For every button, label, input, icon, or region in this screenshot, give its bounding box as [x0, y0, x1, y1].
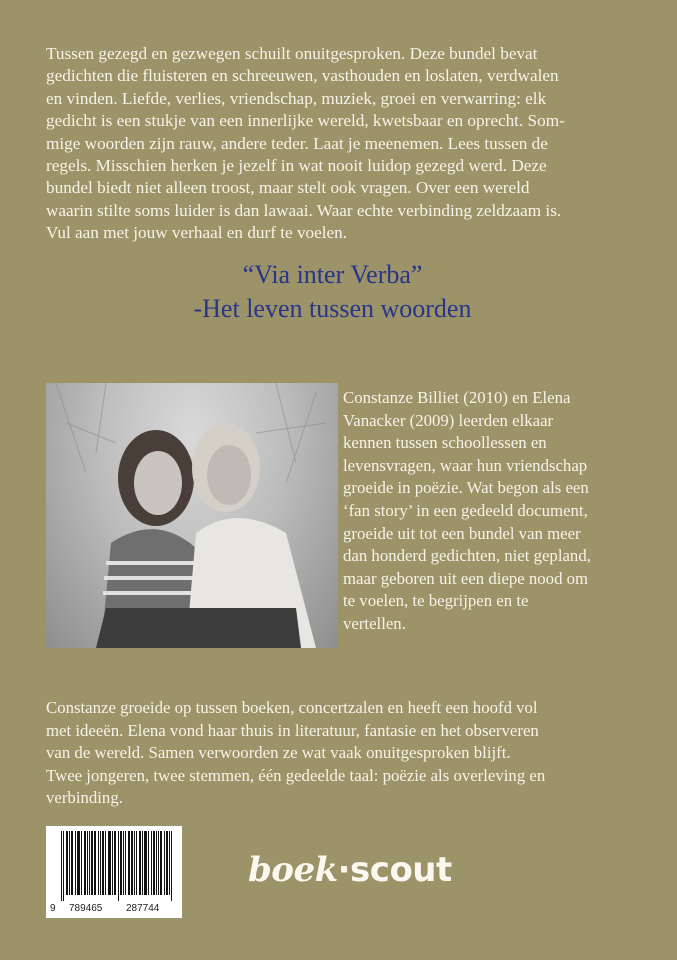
text-line: te voelen, te begrijpen en te	[343, 591, 529, 611]
authors-description	[46, 697, 545, 810]
barcode-bar	[66, 831, 67, 895]
isbn-barcode	[46, 826, 182, 918]
barcode-digits-right: 287744	[126, 903, 160, 914]
barcode-bar	[81, 831, 82, 895]
barcode-bar	[140, 831, 141, 895]
barcode-bar	[134, 831, 135, 895]
text-line: verbinding.	[46, 788, 123, 808]
text-line: Vanacker (2009) leerden elkaar	[343, 410, 554, 430]
barcode-bar	[108, 831, 109, 895]
barcode-bar	[89, 831, 90, 895]
barcode-bar	[85, 831, 86, 895]
title-line: “Via inter Verba”	[242, 260, 423, 289]
barcode-bar	[112, 831, 113, 895]
barcode-bar	[94, 831, 95, 895]
text-line: van de wereld. Samen verwoorden ze wat vaak onuitgesproken blijft.	[46, 743, 511, 763]
text-line: met ideeën. Elena vond haar thuis in literatuur, fantasie en het observeren	[46, 720, 539, 740]
barcode-bar	[146, 831, 147, 895]
barcode-bar	[100, 831, 101, 895]
barcode-bar	[91, 831, 92, 895]
barcode-bar	[144, 831, 145, 895]
barcode-bar	[95, 831, 96, 895]
barcode-bar	[156, 831, 157, 895]
barcode-bar	[164, 831, 165, 895]
logo-part-boek: boek	[248, 850, 338, 890]
barcode-bar	[153, 831, 154, 895]
text-line: levensvragen, waar hun vriendschap	[343, 455, 588, 475]
barcode-bar	[109, 831, 110, 895]
author-photo	[46, 383, 338, 648]
barcode-bar	[120, 831, 121, 895]
text-line: regels. Misschien herken je jezelf in wat nooit luidop gezegd werd. Deze	[46, 156, 547, 176]
barcode-bar	[103, 831, 104, 895]
barcode-bar	[63, 831, 64, 901]
barcode-digits-left: 789465	[69, 903, 103, 914]
barcode-bar	[136, 831, 137, 895]
barcode-bar	[169, 831, 170, 895]
text-line: kennen tussen schoollessen en	[343, 433, 547, 453]
barcode-bar	[110, 831, 111, 895]
barcode-bar	[142, 831, 143, 895]
text-line: gedicht is een stukje van een innerlijke wereld, kwetsbaar en oprecht. Som-	[46, 111, 565, 131]
text-line: Tussen gezegd en gezwegen schuilt onuitgesproken. Deze bundel bevat	[46, 44, 538, 63]
barcode-bar	[151, 831, 152, 895]
barcode-bar	[139, 831, 140, 895]
barcode-bar	[67, 831, 68, 895]
text-line: dan honderd gedichten, niet gepland,	[343, 546, 591, 566]
text-line: en vinden. Liefde, verlies, vriendschap, muziek, groei en verwarring: elk	[46, 88, 547, 108]
subtitle-line: -Het leven tussen woorden	[193, 294, 472, 323]
barcode-bar	[128, 831, 129, 895]
intro-paragraph	[46, 43, 565, 245]
barcode-bar	[69, 831, 70, 895]
barcode-bar	[125, 831, 126, 895]
text-line: ‘fan story’ in een gedeeld document,	[343, 500, 588, 520]
publisher-logo	[248, 850, 452, 890]
barcode-bar	[105, 831, 106, 895]
book-title	[0, 258, 677, 326]
text-line: bundel biedt niet alleen troost, maar stelt ook vragen. Over een wereld	[46, 178, 530, 198]
text-line: Constanze groeide op tussen boeken, concertzalen en heeft een hoofd vol	[46, 698, 538, 717]
barcode-bar	[160, 831, 161, 895]
barcode-bar	[98, 831, 99, 895]
barcode-bar	[132, 831, 133, 895]
barcode-bar	[78, 831, 79, 895]
text-line: maar geboren uit een diepe nood om	[343, 568, 589, 588]
barcode-bar	[115, 831, 116, 895]
text-line: groeide in poëzie. Wat begon als een	[343, 478, 589, 498]
barcode-bars	[61, 831, 173, 901]
barcode-bar	[114, 831, 115, 895]
barcode-bar	[121, 831, 122, 895]
text-line: Twee jongeren, twee stemmen, één gedeelde taal: poëzie als overleving en	[46, 765, 546, 785]
barcode-bar	[171, 831, 172, 901]
barcode-bar	[129, 831, 130, 895]
barcode-bar	[72, 831, 73, 895]
authors-bio	[343, 387, 591, 636]
text-line: gedichten die fluisteren en schreeuwen, vasthouden en loslaten, verdwalen	[46, 66, 559, 86]
barcode-bar	[118, 831, 119, 901]
logo-part-scout: ·scout	[337, 850, 452, 890]
barcode-bar	[77, 831, 78, 895]
barcode-bar	[102, 831, 103, 895]
text-line: Vul aan met jouw verhaal en durf te voelen.	[46, 223, 348, 243]
text-line: mige woorden zijn rauw, andere teder. Laat je meenemen. Lees tussen de	[46, 133, 548, 153]
barcode-bar	[123, 831, 124, 895]
barcode-bar	[161, 831, 162, 895]
barcode-bar	[145, 831, 146, 895]
barcode-bar	[167, 831, 168, 895]
barcode-bar	[131, 831, 132, 895]
text-line: groeide uit tot een bundel van meer	[343, 523, 581, 543]
text-line: vertellen.	[343, 613, 406, 633]
barcode-bar	[166, 831, 167, 895]
barcode-bar	[71, 831, 72, 895]
barcode-bar	[154, 831, 155, 895]
barcode-bar	[75, 831, 76, 895]
barcode-bar	[158, 831, 159, 895]
barcode-bar	[79, 831, 80, 895]
text-line: Constanze Billiet (2010) en Elena	[343, 388, 571, 407]
author-photo-illustration	[46, 383, 338, 648]
barcode-bar	[87, 831, 88, 895]
barcode-bar	[92, 831, 93, 895]
barcode-bar	[148, 831, 149, 895]
barcode-bar	[61, 831, 62, 901]
text-line: waarin stilte soms luider is dan lawaai. Waar echte verbinding zeldzaam is.	[46, 200, 562, 220]
barcode-bar	[84, 831, 85, 895]
barcode-digit-first: 9	[50, 903, 56, 914]
